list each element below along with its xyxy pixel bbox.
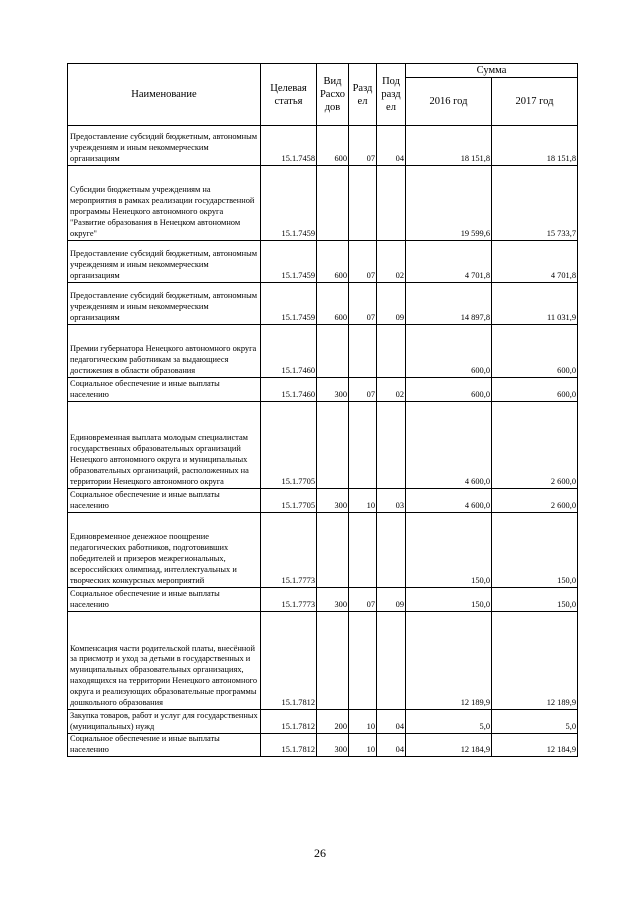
row-subsection [377,325,406,378]
row-name: Социальное обеспечение и иные выплаты населению [68,734,261,757]
row-subsection [377,166,406,241]
row-name: Предоставление субсидий бюджетным, автономным учреждениям и иным некоммерческим организациям [68,283,261,325]
row-sum-2016: 4 600,0 [406,489,492,513]
row-target-article: 15.1.7812 [261,710,317,734]
row-section: 07 [349,588,377,612]
table-row [68,283,578,325]
table-row [68,612,578,710]
row-sum-2016: 4 701,8 [406,241,492,283]
row-subsection [377,402,406,489]
row-name: Социальное обеспечение и иные выплаты населению [68,489,261,513]
row-expense-type [317,325,349,378]
row-target-article: 15.1.7460 [261,325,317,378]
table-row [68,166,578,241]
row-target-article: 15.1.7459 [261,166,317,241]
row-sum-2017: 15 733,7 [492,166,578,241]
row-sum-2017: 600,0 [492,378,578,402]
row-subsection: 02 [377,241,406,283]
page-number: 26 [314,846,326,860]
row-sum-2017: 150,0 [492,513,578,588]
row-expense-type [317,402,349,489]
row-sum-2017: 11 031,9 [492,283,578,325]
row-expense-type: 600 [317,126,349,166]
row-sum-2016: 12 184,9 [406,734,492,757]
row-expense-type [317,513,349,588]
row-target-article: 15.1.7812 [261,612,317,710]
table-body [68,126,578,757]
row-section [349,513,377,588]
row-subsection: 02 [377,378,406,402]
row-sum-2016: 5,0 [406,710,492,734]
row-expense-type: 600 [317,241,349,283]
table-row [68,126,578,166]
row-sum-2016: 600,0 [406,378,492,402]
header-section: Разд ел [349,64,377,126]
row-expense-type: 300 [317,378,349,402]
table-row [68,402,578,489]
row-subsection: 09 [377,283,406,325]
row-sum-2016: 600,0 [406,325,492,378]
row-sum-2017: 2 600,0 [492,402,578,489]
header-expense-type: Вид Расхо дов [317,64,349,126]
row-sum-2017: 12 184,9 [492,734,578,757]
header-sum: Сумма [406,64,578,78]
row-subsection: 03 [377,489,406,513]
row-target-article: 15.1.7773 [261,513,317,588]
row-section [349,402,377,489]
row-name: Социальное обеспечение и иные выплаты населению [68,378,261,402]
table-row [68,734,578,757]
header-target-article: Целевая статья [261,64,317,126]
row-section [349,166,377,241]
table-row [68,513,578,588]
row-expense-type [317,612,349,710]
row-target-article: 15.1.7458 [261,126,317,166]
row-target-article: 15.1.7705 [261,402,317,489]
row-sum-2016: 19 599,6 [406,166,492,241]
row-section [349,325,377,378]
row-target-article: 15.1.7460 [261,378,317,402]
row-subsection: 04 [377,734,406,757]
row-subsection: 04 [377,710,406,734]
table-row [68,241,578,283]
table-row [68,588,578,612]
row-target-article: 15.1.7459 [261,283,317,325]
row-subsection: 09 [377,588,406,612]
table-row [68,378,578,402]
row-sum-2017: 4 701,8 [492,241,578,283]
header-year-2016: 2016 год [406,78,492,126]
budget-table [67,63,578,757]
row-name: Предоставление субсидий бюджетным, автономным учреждениям и иным некоммерческим организациям [68,126,261,166]
row-target-article: 15.1.7459 [261,241,317,283]
row-section: 10 [349,489,377,513]
row-subsection [377,513,406,588]
table-row [68,710,578,734]
row-sum-2016: 14 897,8 [406,283,492,325]
row-section: 07 [349,283,377,325]
row-name: Субсидии бюджетным учреждениям на мероприятия в рамках реализации государственной программы Ненецкого автономного округа "Развитие образования в Ненецком автономном округе" [68,166,261,241]
row-subsection [377,612,406,710]
row-section: 07 [349,241,377,283]
row-sum-2016: 12 189,9 [406,612,492,710]
table-row [68,325,578,378]
row-subsection: 04 [377,126,406,166]
row-expense-type: 200 [317,710,349,734]
row-name: Единовременное денежное поощрение педагогических работников, подготовивших победителей и призеров межрегиональных, всероссийских олимпиад, интеллектуальных и творческих конкурсных мероприятий [68,513,261,588]
header-year-2017: 2017 год [492,78,578,126]
row-sum-2016: 18 151,8 [406,126,492,166]
row-sum-2016: 150,0 [406,513,492,588]
row-target-article: 15.1.7773 [261,588,317,612]
row-name: Единовременная выплата молодым специалистам государственных образовательных организаций Ненецкого автономного округа и муниципальных образовательных организаций, расположенных на территории Ненецкого автономного округа [68,402,261,489]
row-section: 10 [349,734,377,757]
row-expense-type [317,166,349,241]
row-section: 10 [349,710,377,734]
row-section: 07 [349,126,377,166]
row-name: Компенсация части родительской платы, внесённой за присмотр и уход за детьми в государственных и муниципальных образовательных организациях, находящихся на территории Ненецкого автономного округа и реализующих образовательные программы дошкольного образования [68,612,261,710]
header-name: Наименование [68,64,261,126]
row-sum-2017: 12 189,9 [492,612,578,710]
row-target-article: 15.1.7705 [261,489,317,513]
row-expense-type: 300 [317,734,349,757]
row-sum-2016: 4 600,0 [406,402,492,489]
row-name: Социальное обеспечение и иные выплаты населению [68,588,261,612]
table-row [68,489,578,513]
row-expense-type: 600 [317,283,349,325]
row-sum-2017: 2 600,0 [492,489,578,513]
row-sum-2017: 18 151,8 [492,126,578,166]
row-sum-2017: 5,0 [492,710,578,734]
row-sum-2017: 600,0 [492,325,578,378]
row-name: Закупка товаров, работ и услуг для государственных (муниципальных) нужд [68,710,261,734]
row-name: Предоставление субсидий бюджетным, автономным учреждениям и иным некоммерческим организациям [68,241,261,283]
row-section [349,612,377,710]
row-sum-2017: 150,0 [492,588,578,612]
row-expense-type: 300 [317,489,349,513]
row-section: 07 [349,378,377,402]
row-target-article: 15.1.7812 [261,734,317,757]
row-name: Премии губернатора Ненецкого автономного округа педагогическим работникам за выдающиеся достижения в области образования [68,325,261,378]
row-sum-2016: 150,0 [406,588,492,612]
header-subsection: Под разд ел [377,64,406,126]
row-expense-type: 300 [317,588,349,612]
